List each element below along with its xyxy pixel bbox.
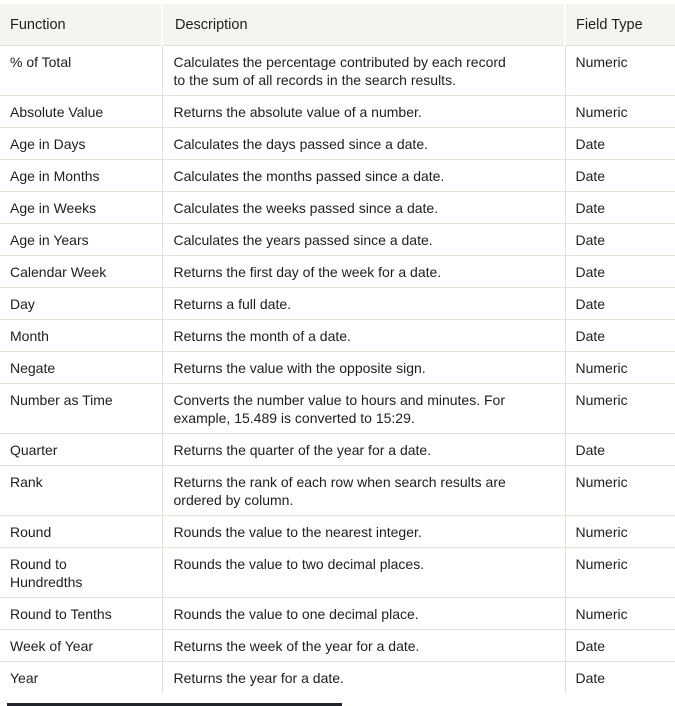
table-row (0, 548, 675, 598)
field-type-cell: Numeric (565, 466, 675, 516)
table-row (0, 46, 675, 96)
header-row (0, 4, 675, 46)
table-body (0, 46, 675, 694)
description-cell: Rounds the value to one decimal place. (162, 598, 565, 630)
field-type-cell: Numeric (565, 46, 675, 96)
field-type-cell: Date (565, 160, 675, 192)
function-cell: Day (0, 288, 162, 320)
description-cell: Calculates the percentage contributed by each record to the sum of all records in the search results. (162, 46, 565, 96)
table-row (0, 192, 675, 224)
table-row (0, 96, 675, 128)
table-row (0, 466, 675, 516)
function-cell: Month (0, 320, 162, 352)
function-cell: Absolute Value (0, 96, 162, 128)
table-row (0, 662, 675, 694)
table-row (0, 630, 675, 662)
column-header-description: Description (162, 4, 565, 46)
function-cell: Age in Weeks (0, 192, 162, 224)
field-type-cell: Date (565, 630, 675, 662)
function-cell: Calendar Week (0, 256, 162, 288)
field-type-cell: Numeric (565, 384, 675, 434)
table-row (0, 224, 675, 256)
table-row (0, 160, 675, 192)
description-cell: Returns the absolute value of a number. (162, 96, 565, 128)
description-cell: Returns the value with the opposite sign. (162, 352, 565, 384)
field-type-cell: Numeric (565, 516, 675, 548)
table-row (0, 288, 675, 320)
field-type-cell: Date (565, 288, 675, 320)
function-cell: Rank (0, 466, 162, 516)
function-cell: Age in Days (0, 128, 162, 160)
function-cell: Age in Months (0, 160, 162, 192)
description-cell: Rounds the value to the nearest integer. (162, 516, 565, 548)
table-row (0, 256, 675, 288)
function-cell: Quarter (0, 434, 162, 466)
description-cell: Calculates the days passed since a date. (162, 128, 565, 160)
field-type-cell: Date (565, 434, 675, 466)
table-row (0, 598, 675, 630)
functions-table (0, 4, 675, 693)
description-cell: Returns the first day of the week for a date. (162, 256, 565, 288)
function-cell: Round (0, 516, 162, 548)
table-row (0, 434, 675, 466)
table-row (0, 128, 675, 160)
function-cell: Number as Time (0, 384, 162, 434)
description-cell: Returns the rank of each row when search results are ordered by column. (162, 466, 565, 516)
table-row (0, 320, 675, 352)
field-type-cell: Date (565, 256, 675, 288)
function-cell: Week of Year (0, 630, 162, 662)
description-cell: Returns the quarter of the year for a date. (162, 434, 565, 466)
field-type-cell: Numeric (565, 548, 675, 598)
field-type-cell: Numeric (565, 598, 675, 630)
table-row (0, 352, 675, 384)
column-header-function: Function (0, 4, 162, 46)
function-cell: Round to Hundredths (0, 548, 162, 598)
description-cell: Calculates the weeks passed since a date. (162, 192, 565, 224)
description-cell: Returns the week of the year for a date. (162, 630, 565, 662)
description-cell: Returns a full date. (162, 288, 565, 320)
table-row (0, 384, 675, 434)
description-cell: Rounds the value to two decimal places. (162, 548, 565, 598)
function-cell: Year (0, 662, 162, 694)
column-header-field-type: Field Type (565, 4, 675, 46)
function-cell: Age in Years (0, 224, 162, 256)
function-cell: Negate (0, 352, 162, 384)
field-type-cell: Date (565, 192, 675, 224)
table-row (0, 516, 675, 548)
field-type-cell: Numeric (565, 352, 675, 384)
field-type-cell: Date (565, 128, 675, 160)
description-cell: Returns the year for a date. (162, 662, 565, 694)
field-type-cell: Numeric (565, 96, 675, 128)
field-type-cell: Date (565, 320, 675, 352)
function-cell: Round to Tenths (0, 598, 162, 630)
description-cell: Calculates the months passed since a date. (162, 160, 565, 192)
description-cell: Returns the month of a date. (162, 320, 565, 352)
description-cell: Calculates the years passed since a date. (162, 224, 565, 256)
function-cell: % of Total (0, 46, 162, 96)
field-type-cell: Date (565, 662, 675, 694)
field-type-cell: Date (565, 224, 675, 256)
description-cell: Converts the number value to hours and minutes. For example, 15.489 is converted to 15:29. (162, 384, 565, 434)
